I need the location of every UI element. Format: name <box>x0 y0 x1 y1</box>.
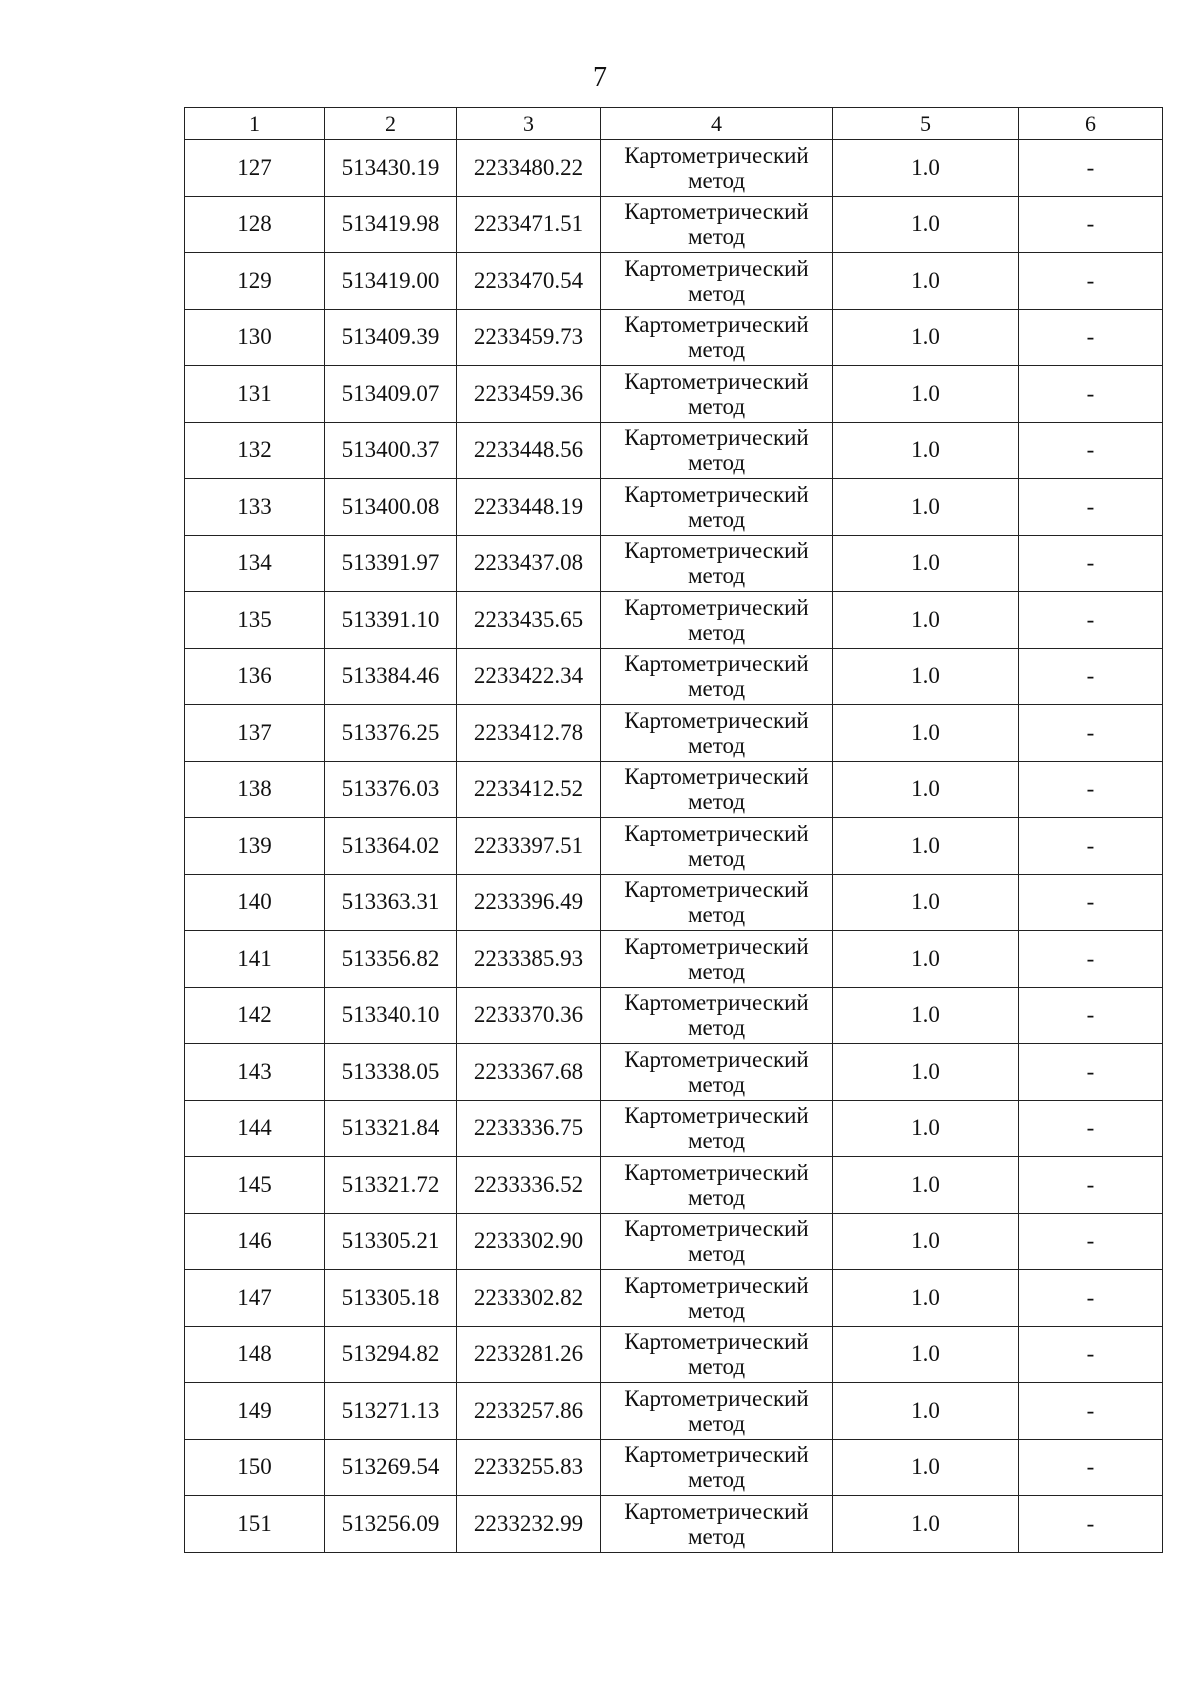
point-number-cell: 146 <box>185 1213 325 1270</box>
method-line-2: метод <box>687 224 746 250</box>
x-coordinate-cell: 513356.82 <box>325 931 457 988</box>
point-number-cell: 129 <box>185 253 325 310</box>
method-line-1: Картометрический <box>624 1159 809 1185</box>
y-coordinate-cell: 2233370.36 <box>457 987 601 1044</box>
method-line-1: Картометрический <box>624 707 809 733</box>
x-coordinate-cell: 513409.39 <box>325 309 457 366</box>
method-line-2: метод <box>687 1184 746 1210</box>
method-line-2: метод <box>687 958 746 984</box>
accuracy-cell: 1.0 <box>833 140 1019 197</box>
page-number: 7 <box>593 62 607 93</box>
note-cell: - <box>1019 1326 1163 1383</box>
accuracy-cell: 1.0 <box>833 648 1019 705</box>
coordinates-table <box>184 107 1163 1553</box>
method-line-2: метод <box>687 902 746 928</box>
table-row <box>185 1044 1163 1101</box>
note-cell: - <box>1019 705 1163 762</box>
accuracy-cell: 1.0 <box>833 1270 1019 1327</box>
accuracy-cell: 1.0 <box>833 761 1019 818</box>
table-row <box>185 196 1163 253</box>
method-line-2: метод <box>687 1410 746 1436</box>
x-coordinate-cell: 513363.31 <box>325 874 457 931</box>
table-row <box>185 818 1163 875</box>
accuracy-cell: 1.0 <box>833 818 1019 875</box>
accuracy-cell: 1.0 <box>833 705 1019 762</box>
accuracy-cell: 1.0 <box>833 253 1019 310</box>
method-line-2: метод <box>687 1128 746 1154</box>
y-coordinate-cell: 2233396.49 <box>457 874 601 931</box>
accuracy-cell: 1.0 <box>833 931 1019 988</box>
accuracy-cell: 1.0 <box>833 196 1019 253</box>
method-line-2: метод <box>687 337 746 363</box>
point-number-cell: 130 <box>185 309 325 366</box>
method-line-2: метод <box>687 676 746 702</box>
table-row <box>185 535 1163 592</box>
method-line-2: метод <box>687 1354 746 1380</box>
method-cell <box>601 1100 833 1157</box>
x-coordinate-cell: 513305.18 <box>325 1270 457 1327</box>
method-line-2: метод <box>687 506 746 532</box>
method-cell <box>601 479 833 536</box>
y-coordinate-cell: 2233412.78 <box>457 705 601 762</box>
column-header: 2 <box>325 108 457 140</box>
point-number-cell: 145 <box>185 1157 325 1214</box>
y-coordinate-cell: 2233435.65 <box>457 592 601 649</box>
note-cell: - <box>1019 366 1163 423</box>
method-line-1: Картометрический <box>624 1442 809 1468</box>
x-coordinate-cell: 513294.82 <box>325 1326 457 1383</box>
table-row <box>185 422 1163 479</box>
method-cell <box>601 535 833 592</box>
point-number-cell: 132 <box>185 422 325 479</box>
method-line-1: Картометрический <box>624 312 809 338</box>
method-cell <box>601 1213 833 1270</box>
note-cell: - <box>1019 253 1163 310</box>
point-number-cell: 138 <box>185 761 325 818</box>
point-number-cell: 133 <box>185 479 325 536</box>
method-cell <box>601 1383 833 1440</box>
method-cell <box>601 422 833 479</box>
note-cell: - <box>1019 535 1163 592</box>
accuracy-cell: 1.0 <box>833 1100 1019 1157</box>
column-header: 5 <box>833 108 1019 140</box>
x-coordinate-cell: 513321.84 <box>325 1100 457 1157</box>
point-number-cell: 137 <box>185 705 325 762</box>
column-header: 1 <box>185 108 325 140</box>
method-line-2: метод <box>687 393 746 419</box>
point-number-cell: 144 <box>185 1100 325 1157</box>
y-coordinate-cell: 2233471.51 <box>457 196 601 253</box>
method-line-1: Картометрический <box>624 481 809 507</box>
table-row <box>185 761 1163 818</box>
note-cell: - <box>1019 592 1163 649</box>
method-cell <box>601 140 833 197</box>
point-number-cell: 151 <box>185 1496 325 1553</box>
x-coordinate-cell: 513256.09 <box>325 1496 457 1553</box>
y-coordinate-cell: 2233302.82 <box>457 1270 601 1327</box>
table-row <box>185 253 1163 310</box>
note-cell: - <box>1019 931 1163 988</box>
method-line-2: метод <box>687 450 746 476</box>
y-coordinate-cell: 2233336.52 <box>457 1157 601 1214</box>
x-coordinate-cell: 513400.37 <box>325 422 457 479</box>
point-number-cell: 140 <box>185 874 325 931</box>
method-line-2: метод <box>687 1297 746 1323</box>
note-cell: - <box>1019 987 1163 1044</box>
table-row <box>185 1326 1163 1383</box>
table-row <box>185 1270 1163 1327</box>
x-coordinate-cell: 513305.21 <box>325 1213 457 1270</box>
column-header: 4 <box>601 108 833 140</box>
note-cell: - <box>1019 874 1163 931</box>
table-row <box>185 366 1163 423</box>
point-number-cell: 141 <box>185 931 325 988</box>
method-cell <box>601 592 833 649</box>
accuracy-cell: 1.0 <box>833 1044 1019 1101</box>
accuracy-cell: 1.0 <box>833 1439 1019 1496</box>
note-cell: - <box>1019 309 1163 366</box>
note-cell: - <box>1019 140 1163 197</box>
method-line-1: Картометрический <box>624 1046 809 1072</box>
note-cell: - <box>1019 479 1163 536</box>
method-line-1: Картометрический <box>624 877 809 903</box>
x-coordinate-cell: 513400.08 <box>325 479 457 536</box>
method-line-1: Картометрический <box>624 1385 809 1411</box>
table-row <box>185 931 1163 988</box>
method-cell <box>601 931 833 988</box>
method-line-2: метод <box>687 167 746 193</box>
method-line-1: Картометрический <box>624 933 809 959</box>
x-coordinate-cell: 513430.19 <box>325 140 457 197</box>
accuracy-cell: 1.0 <box>833 1383 1019 1440</box>
method-line-1: Картометрический <box>624 1216 809 1242</box>
point-number-cell: 142 <box>185 987 325 1044</box>
x-coordinate-cell: 513384.46 <box>325 648 457 705</box>
accuracy-cell: 1.0 <box>833 987 1019 1044</box>
point-number-cell: 139 <box>185 818 325 875</box>
table-row <box>185 140 1163 197</box>
note-cell: - <box>1019 422 1163 479</box>
note-cell: - <box>1019 1044 1163 1101</box>
x-coordinate-cell: 513391.97 <box>325 535 457 592</box>
note-cell: - <box>1019 1270 1163 1327</box>
accuracy-cell: 1.0 <box>833 1213 1019 1270</box>
method-line-2: метод <box>687 619 746 645</box>
note-cell: - <box>1019 648 1163 705</box>
method-line-2: метод <box>687 789 746 815</box>
point-number-cell: 128 <box>185 196 325 253</box>
table-row <box>185 987 1163 1044</box>
y-coordinate-cell: 2233437.08 <box>457 535 601 592</box>
x-coordinate-cell: 513419.98 <box>325 196 457 253</box>
x-coordinate-cell: 513321.72 <box>325 1157 457 1214</box>
x-coordinate-cell: 513364.02 <box>325 818 457 875</box>
method-line-2: метод <box>687 1015 746 1041</box>
table-row <box>185 479 1163 536</box>
point-number-cell: 150 <box>185 1439 325 1496</box>
method-line-1: Картометрический <box>624 142 809 168</box>
note-cell: - <box>1019 1213 1163 1270</box>
x-coordinate-cell: 513376.03 <box>325 761 457 818</box>
accuracy-cell: 1.0 <box>833 422 1019 479</box>
table-row <box>185 1157 1163 1214</box>
accuracy-cell: 1.0 <box>833 309 1019 366</box>
column-header: 3 <box>457 108 601 140</box>
y-coordinate-cell: 2233412.52 <box>457 761 601 818</box>
note-cell: - <box>1019 1157 1163 1214</box>
note-cell: - <box>1019 1496 1163 1553</box>
table-row <box>185 1213 1163 1270</box>
point-number-cell: 147 <box>185 1270 325 1327</box>
y-coordinate-cell: 2233367.68 <box>457 1044 601 1101</box>
table-row <box>185 648 1163 705</box>
method-line-1: Картометрический <box>624 764 809 790</box>
table-row <box>185 1383 1163 1440</box>
point-number-cell: 143 <box>185 1044 325 1101</box>
y-coordinate-cell: 2233470.54 <box>457 253 601 310</box>
point-number-cell: 135 <box>185 592 325 649</box>
method-cell <box>601 1044 833 1101</box>
y-coordinate-cell: 2233302.90 <box>457 1213 601 1270</box>
method-line-2: метод <box>687 1523 746 1549</box>
method-cell <box>601 1496 833 1553</box>
y-coordinate-cell: 2233422.34 <box>457 648 601 705</box>
note-cell: - <box>1019 761 1163 818</box>
method-line-1: Картометрический <box>624 1329 809 1355</box>
y-coordinate-cell: 2233448.19 <box>457 479 601 536</box>
table-row <box>185 1100 1163 1157</box>
y-coordinate-cell: 2233232.99 <box>457 1496 601 1553</box>
method-line-2: метод <box>687 1467 746 1493</box>
method-line-2: метод <box>687 1241 746 1267</box>
table-row <box>185 1496 1163 1553</box>
y-coordinate-cell: 2233459.36 <box>457 366 601 423</box>
method-line-1: Картометрический <box>624 1498 809 1524</box>
method-cell <box>601 987 833 1044</box>
method-cell <box>601 1326 833 1383</box>
method-line-2: метод <box>687 845 746 871</box>
accuracy-cell: 1.0 <box>833 479 1019 536</box>
x-coordinate-cell: 513376.25 <box>325 705 457 762</box>
y-coordinate-cell: 2233459.73 <box>457 309 601 366</box>
accuracy-cell: 1.0 <box>833 1157 1019 1214</box>
point-number-cell: 131 <box>185 366 325 423</box>
method-line-2: метод <box>687 280 746 306</box>
method-line-1: Картометрический <box>624 538 809 564</box>
method-line-2: метод <box>687 563 746 589</box>
point-number-cell: 127 <box>185 140 325 197</box>
method-cell <box>601 1157 833 1214</box>
point-number-cell: 136 <box>185 648 325 705</box>
x-coordinate-cell: 513338.05 <box>325 1044 457 1101</box>
note-cell: - <box>1019 1100 1163 1157</box>
method-cell <box>601 761 833 818</box>
method-line-2: метод <box>687 732 746 758</box>
method-line-1: Картометрический <box>624 368 809 394</box>
method-cell <box>601 196 833 253</box>
x-coordinate-cell: 513391.10 <box>325 592 457 649</box>
accuracy-cell: 1.0 <box>833 592 1019 649</box>
method-line-1: Картометрический <box>624 820 809 846</box>
y-coordinate-cell: 2233480.22 <box>457 140 601 197</box>
method-line-1: Картометрический <box>624 1272 809 1298</box>
accuracy-cell: 1.0 <box>833 535 1019 592</box>
table-row <box>185 874 1163 931</box>
y-coordinate-cell: 2233336.75 <box>457 1100 601 1157</box>
method-cell <box>601 648 833 705</box>
note-cell: - <box>1019 818 1163 875</box>
method-line-1: Картометрический <box>624 199 809 225</box>
point-number-cell: 148 <box>185 1326 325 1383</box>
point-number-cell: 134 <box>185 535 325 592</box>
method-cell <box>601 818 833 875</box>
note-cell: - <box>1019 1383 1163 1440</box>
x-coordinate-cell: 513269.54 <box>325 1439 457 1496</box>
method-line-1: Картометрический <box>624 425 809 451</box>
note-cell: - <box>1019 1439 1163 1496</box>
method-cell <box>601 1439 833 1496</box>
method-line-1: Картометрический <box>624 255 809 281</box>
method-cell <box>601 366 833 423</box>
y-coordinate-cell: 2233397.51 <box>457 818 601 875</box>
y-coordinate-cell: 2233448.56 <box>457 422 601 479</box>
table-row <box>185 1439 1163 1496</box>
method-line-1: Картометрический <box>624 1103 809 1129</box>
y-coordinate-cell: 2233257.86 <box>457 1383 601 1440</box>
method-cell <box>601 309 833 366</box>
y-coordinate-cell: 2233281.26 <box>457 1326 601 1383</box>
accuracy-cell: 1.0 <box>833 366 1019 423</box>
method-line-1: Картометрический <box>624 651 809 677</box>
accuracy-cell: 1.0 <box>833 1496 1019 1553</box>
method-cell <box>601 705 833 762</box>
table-row <box>185 705 1163 762</box>
method-line-1: Картометрический <box>624 990 809 1016</box>
x-coordinate-cell: 513340.10 <box>325 987 457 1044</box>
table-row <box>185 309 1163 366</box>
accuracy-cell: 1.0 <box>833 874 1019 931</box>
method-line-2: метод <box>687 1071 746 1097</box>
note-cell: - <box>1019 196 1163 253</box>
y-coordinate-cell: 2233385.93 <box>457 931 601 988</box>
method-line-1: Картометрический <box>624 594 809 620</box>
method-cell <box>601 1270 833 1327</box>
table-row <box>185 592 1163 649</box>
method-cell <box>601 253 833 310</box>
y-coordinate-cell: 2233255.83 <box>457 1439 601 1496</box>
accuracy-cell: 1.0 <box>833 1326 1019 1383</box>
column-header: 6 <box>1019 108 1163 140</box>
x-coordinate-cell: 513409.07 <box>325 366 457 423</box>
table-header-row <box>185 108 1163 140</box>
x-coordinate-cell: 513271.13 <box>325 1383 457 1440</box>
method-cell <box>601 874 833 931</box>
x-coordinate-cell: 513419.00 <box>325 253 457 310</box>
point-number-cell: 149 <box>185 1383 325 1440</box>
table-body <box>185 108 1163 1553</box>
